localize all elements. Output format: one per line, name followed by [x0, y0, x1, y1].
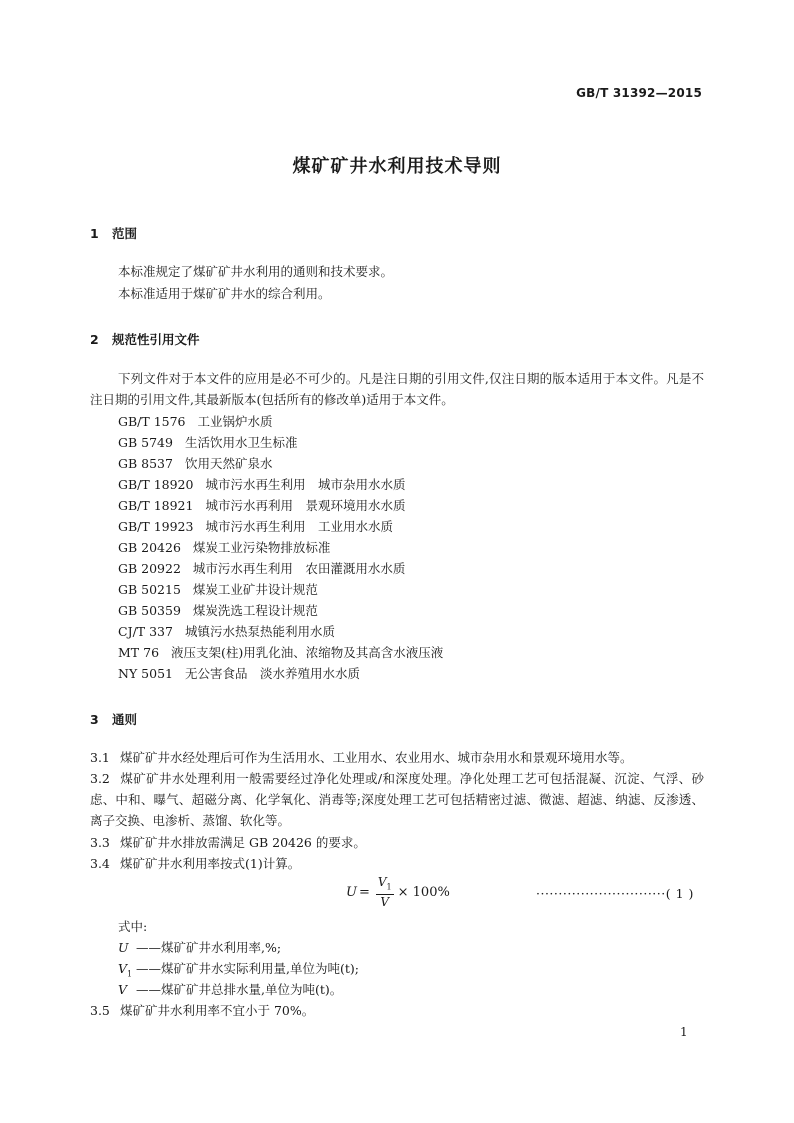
scope-line-2: 本标准适用于煤矿矿井水的综合利用。 [118, 286, 331, 301]
formula-1 [346, 876, 450, 908]
reference-name: 生活饮用水卫生标准 [184, 435, 298, 450]
reference-item [118, 540, 330, 556]
formula-lhs: U [346, 884, 357, 900]
reference-code: CJ/T 337 [118, 624, 173, 639]
reference-name: 城市污水再生利用 城市杂用水水质 [205, 477, 406, 492]
reference-item [118, 456, 272, 472]
variable-description: ——煤矿矿井水实际利用量,单位为吨(t); [136, 961, 359, 976]
clause-3-3 [90, 832, 704, 853]
references-intro: 下列文件对于本文件的应用是必不可少的。凡是注日期的引用文件,仅注日期的版本适用于本文件。凡是不注日期的引用文件,其最新版本(包括所有的修改单)适用于本文件。 [90, 371, 704, 407]
clause-number: 3.3 [90, 835, 110, 850]
reference-item [118, 519, 393, 535]
standard-id: GB/T 31392—2015 [576, 86, 702, 100]
reference-code: GB/T 18921 [118, 498, 194, 513]
reference-item [118, 414, 273, 430]
reference-code: GB 8537 [118, 456, 173, 471]
clause-number: 3.4 [90, 856, 110, 871]
fraction-numerator: V [377, 875, 387, 889]
variable-symbol: V [118, 961, 128, 976]
clause-text: 煤矿矿井水利用率不宜小于 70%。 [120, 1003, 315, 1018]
scope-line-1: 本标准规定了煤矿矿井水利用的通则和技术要求。 [118, 264, 394, 279]
reference-name: 无公害食品 淡水养殖用水水质 [184, 666, 360, 681]
variable-description: ——煤矿矿井水利用率,%; [136, 940, 282, 955]
reference-code: GB 5749 [118, 435, 173, 450]
clause-number: 3.2 [90, 771, 110, 786]
document-title: 煤矿矿井水利用技术导则 [292, 156, 502, 177]
reference-code: GB/T 18920 [118, 477, 194, 492]
section-heading-references [90, 330, 200, 348]
reference-name: 城市污水再生利用 工业用水水质 [205, 519, 393, 534]
reference-item [118, 645, 443, 661]
clause-3-4 [90, 853, 704, 874]
reference-item [118, 666, 360, 682]
where-label: 式中: [118, 919, 148, 934]
clause-3-5 [90, 1000, 704, 1021]
reference-code: GB 50215 [118, 582, 181, 597]
reference-code: GB 20426 [118, 540, 181, 555]
clause-number: 3.1 [90, 750, 110, 765]
reference-code: MT 76 [118, 645, 160, 660]
section-number: 2 [90, 332, 99, 347]
reference-item [118, 477, 405, 493]
fraction-denominator: V [380, 895, 390, 910]
formula-number: ·····························( 1 ) [536, 886, 694, 901]
variable-symbol: V [118, 982, 128, 997]
section-title: 通则 [112, 712, 138, 727]
reference-name: 城市污水再利用 景观环境用水水质 [205, 498, 406, 513]
reference-name: 煤炭工业矿井设计规范 [192, 582, 318, 597]
clause-text: 煤矿矿井水排放需满足 GB 20426 的要求。 [120, 835, 366, 850]
variable-definition [118, 961, 359, 983]
clause-text: 煤矿矿井水利用率按式(1)计算。 [120, 856, 301, 871]
reference-code: GB 50359 [118, 603, 181, 618]
reference-item [118, 624, 335, 640]
reference-code: GB/T 19923 [118, 519, 194, 534]
variable-definition [118, 940, 281, 962]
variable-symbol: U [118, 940, 129, 955]
section-heading-scope [90, 224, 137, 242]
reference-name: 饮用天然矿泉水 [184, 456, 273, 471]
reference-item [118, 498, 405, 514]
reference-item [118, 561, 405, 577]
reference-name: 煤炭洗选工程设计规范 [192, 603, 318, 618]
reference-name: 液压支架(柱)用乳化油、浓缩物及其高含水液压液 [171, 645, 444, 660]
clause-3-2 [90, 768, 704, 831]
variable-description: ——煤矿矿井总排水量,单位为吨(t)。 [136, 982, 343, 997]
reference-item [118, 603, 318, 619]
page-number: 1 [680, 1025, 688, 1039]
clause-text: 煤矿矿井水经处理后可作为生活用水、工业用水、农业用水、城市杂用水和景观环境用水等。 [120, 750, 633, 765]
variable-subscript: 1 [127, 969, 133, 979]
section-number: 3 [90, 712, 99, 727]
clause-3-1 [90, 747, 704, 768]
clause-number: 3.5 [90, 1003, 110, 1018]
reference-name: 城市污水再生利用 农田灌溉用水水质 [192, 561, 406, 576]
reference-item [118, 435, 297, 451]
section-title: 规范性引用文件 [112, 332, 200, 347]
reference-name: 城镇污水热泵热能利用水质 [184, 624, 335, 639]
formula-equals: = [358, 884, 370, 900]
section-number: 1 [90, 226, 99, 241]
reference-code: NY 5051 [118, 666, 173, 681]
reference-name: 工业锅炉水质 [197, 414, 273, 429]
reference-code: GB/T 1576 [118, 414, 186, 429]
reference-item [118, 582, 318, 598]
section-heading-general [90, 710, 137, 728]
formula-multiplier: × 100% [397, 884, 450, 900]
formula-fraction [376, 876, 394, 908]
reference-name: 煤炭工业污染物排放标准 [192, 540, 331, 555]
reference-code: GB 20922 [118, 561, 181, 576]
section-title: 范围 [112, 226, 138, 241]
clause-text: 煤矿矿井水处理利用一般需要经过净化处理或/和深度处理。净化处理工艺可包括混凝、沉淀、气浮、砂虑、中和、曝气、超磁分离、化学氧化、消毒等;深度处理工艺可包括精密过滤、微滤、超滤、纳滤、反渗透、离子交换、电渗析、蒸馏、软化等。 [90, 771, 704, 828]
fraction-numerator-subscript: 1 [386, 882, 392, 892]
